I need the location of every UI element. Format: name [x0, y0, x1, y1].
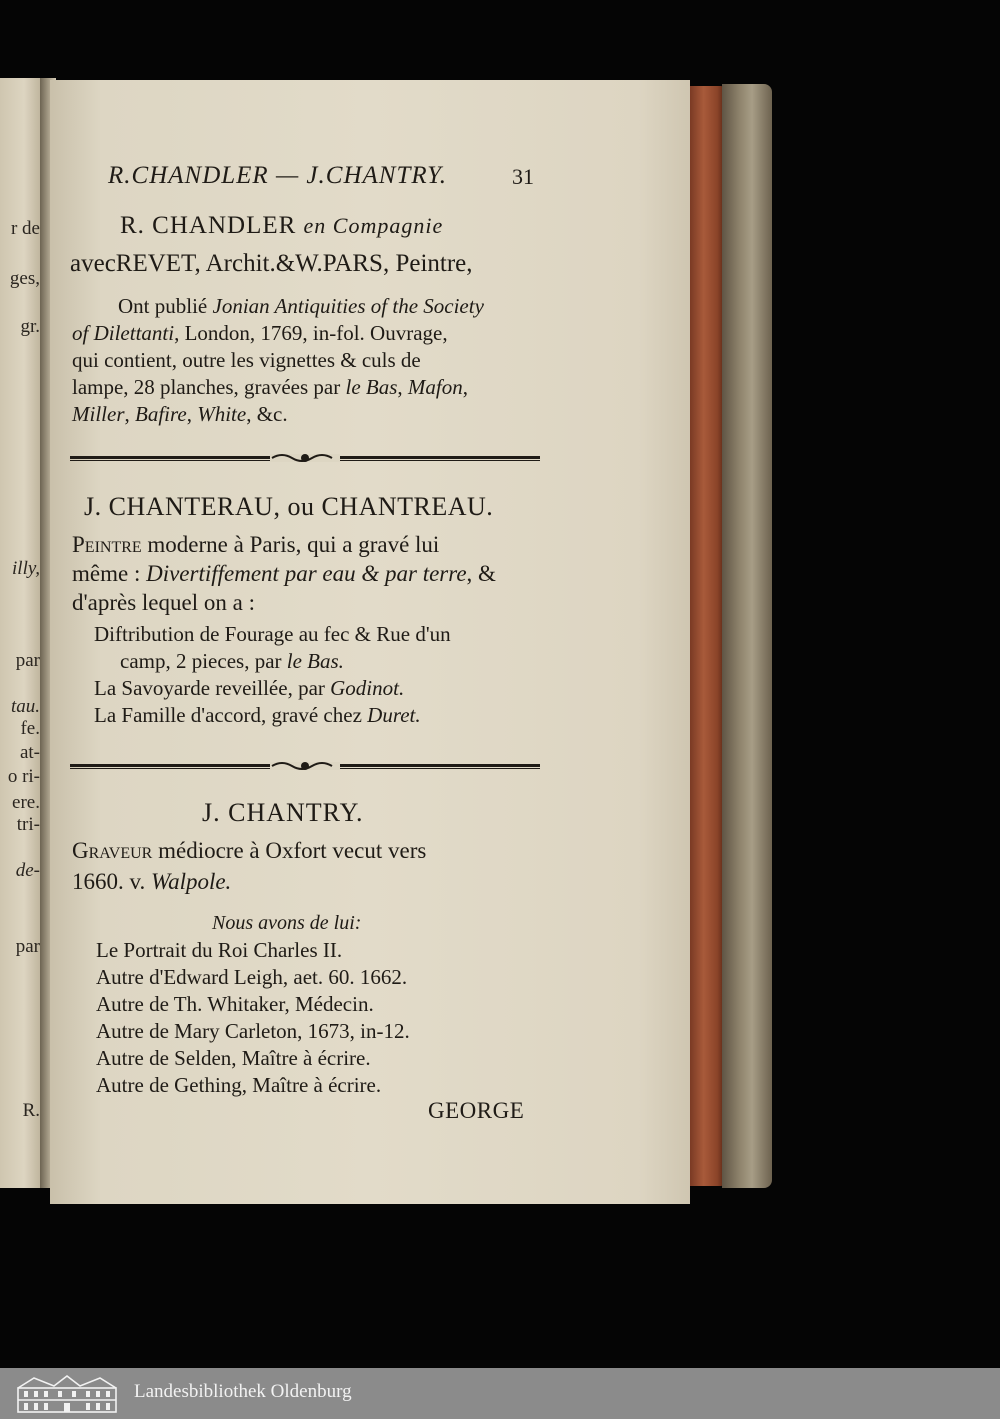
entry3-text-line — [72, 838, 426, 864]
text-segment: , & — [466, 561, 496, 586]
page-edge-red — [690, 86, 724, 1186]
entry1-text-line — [72, 348, 421, 373]
facing-page-fragment: R. — [22, 1100, 40, 1121]
library-building-icon — [14, 1374, 120, 1414]
library-name: Landesbibliothek Oldenburg — [134, 1381, 352, 1402]
text-segment: camp, 2 pieces, par — [120, 649, 287, 673]
text-segment: Divertiffement par eau & par terre — [146, 561, 467, 586]
text-segment: White — [197, 402, 247, 426]
entry1-heading-tail: en Compagnie — [303, 213, 444, 238]
text-segment: 1660. v. — [72, 869, 152, 894]
text-segment: Diftribution de Fourage au fec & Rue d'un — [94, 622, 451, 646]
entry1-heading-name: R. CHANDLER — [120, 212, 297, 239]
text-segment: lampe, 28 planches, gravées par — [72, 375, 346, 399]
text-segment: La Famille d'accord, gravé chez — [94, 703, 368, 727]
text-segment: le Bas — [345, 375, 398, 399]
entry2-work-line — [94, 622, 451, 647]
text-segment: , — [124, 402, 135, 426]
text-segment: Autre de Mary Carleton, 1673, in-12. — [96, 1019, 410, 1043]
facing-page-fragment: tau. — [10, 696, 40, 717]
text-segment: Miller — [72, 402, 125, 426]
text-segment: Autre de Selden, Maître à écrire. — [96, 1046, 371, 1070]
entry3-work-line — [96, 1019, 410, 1044]
text-segment: of Dilettanti — [72, 321, 175, 345]
text-segment: Graveur — [72, 838, 153, 863]
running-head: R.CHANDLER — J.CHANTRY. — [108, 162, 448, 189]
text-segment: Mafon — [407, 375, 463, 399]
text-segment: Duret. — [367, 703, 421, 727]
entry3-work-line — [96, 965, 407, 990]
text-segment: , London, 1769, in-fol. Ouvrage, — [174, 321, 448, 345]
text-segment: , — [462, 375, 468, 399]
text-segment: Ont publié — [118, 294, 213, 318]
entry1-text-line — [72, 402, 288, 427]
text-segment: , — [186, 402, 198, 426]
entry3-work-line — [96, 1073, 381, 1098]
facing-page-fragment: r de — [10, 218, 40, 239]
entry3-work-line — [96, 1046, 371, 1071]
text-segment: Autre de Gething, Maître à écrire. — [96, 1073, 382, 1097]
facing-page-fragment: fe. — [20, 718, 40, 739]
entry3-work-line — [96, 992, 374, 1017]
entry2-text-line — [72, 561, 496, 587]
text-segment: Godinot. — [330, 676, 405, 700]
entry1-text-line — [72, 375, 468, 400]
entry1-heading — [120, 212, 443, 240]
ornamental-rule — [70, 451, 540, 465]
entry3-subheading: Nous avons de lui: — [212, 912, 362, 934]
text-segment: Autre d'Edward Leigh, aet. 60. 1662. — [96, 965, 408, 989]
entry2-work-line — [94, 703, 421, 728]
text-segment: Walpole. — [151, 869, 232, 894]
facing-page-fragment: par — [15, 650, 40, 671]
page-number: 31 — [512, 164, 534, 189]
text-segment: , &c. — [246, 402, 288, 426]
entry2-text-line — [72, 590, 255, 616]
ornamental-rule — [70, 759, 540, 773]
rule-ornament-icon — [270, 451, 340, 465]
text-segment: même : — [72, 561, 147, 586]
text-segment: Le Portrait du Roi Charles II. — [96, 938, 343, 962]
entry2-work-line — [94, 676, 404, 701]
entry3-work-line — [96, 938, 342, 963]
footer-bar — [0, 1368, 1000, 1419]
text-segment: Jonian Antiquities of the Society — [212, 294, 484, 318]
entry1-text-line — [72, 321, 448, 346]
book-cover-board — [722, 84, 772, 1188]
text-segment: , — [397, 375, 408, 399]
entry3-text-line — [72, 869, 231, 895]
facing-page-fragment: o ri- — [7, 766, 40, 787]
entry2-text-line — [72, 532, 439, 558]
facing-page-fragment: ere. — [12, 792, 40, 813]
rule-ornament-icon — [270, 759, 340, 773]
book-page — [50, 80, 690, 1204]
text-segment: moderne à Paris, qui a gravé lui — [141, 532, 440, 557]
entry1-text-line — [118, 294, 484, 319]
facing-page-left — [0, 78, 44, 1188]
text-segment: qui contient, outre les vignettes & culs de — [72, 348, 421, 372]
entry2-heading: J. CHANTERAU, ou CHANTREAU. — [84, 492, 494, 521]
text-segment: médiocre à Oxfort vecut vers — [152, 838, 427, 863]
text-segment: Peintre — [72, 532, 142, 557]
facing-page-fragment: tri- — [16, 814, 40, 835]
entry3-heading: J. CHANTRY. — [202, 798, 364, 827]
facing-page-fragment: par — [15, 936, 40, 957]
text-segment: Autre de Th. Whitaker, Médecin. — [96, 992, 374, 1016]
entry2-work-line — [120, 649, 344, 674]
text-segment: le Bas. — [286, 649, 344, 673]
text-segment: d'après lequel on a : — [72, 590, 255, 615]
facing-page-fragment: illy, — [12, 558, 40, 579]
facing-page-fragment: gr. — [20, 316, 40, 337]
text-segment: La Savoyarde reveillée, par — [94, 676, 331, 700]
entry1-heading-line2: avecREVET, Archit.&W.PARS, Peintre, — [70, 250, 473, 277]
facing-page-fragment: at- — [19, 742, 40, 763]
facing-page-fragment: ges, — [9, 268, 40, 289]
facing-page-fragment: de- — [15, 860, 40, 881]
catchword: GEORGE — [428, 1098, 525, 1123]
text-segment: Bafire — [135, 402, 187, 426]
